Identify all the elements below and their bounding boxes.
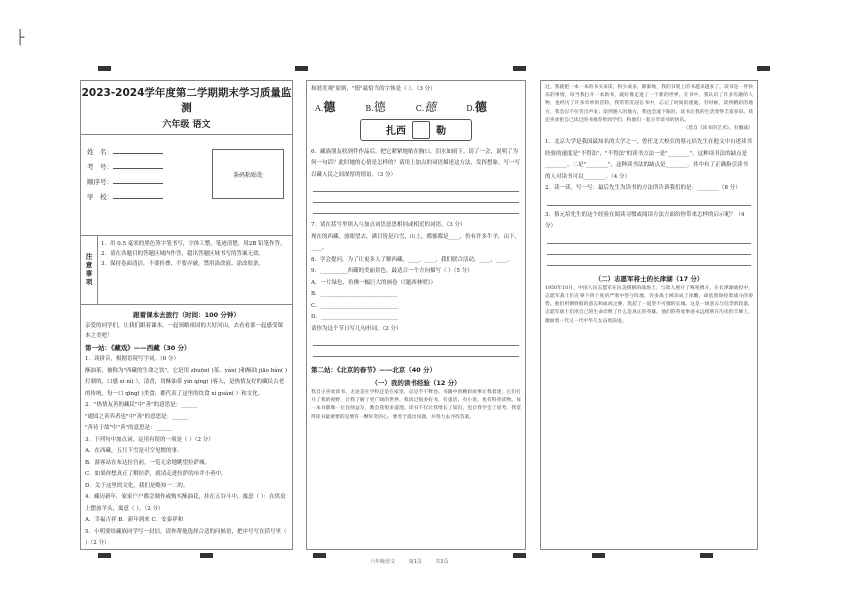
question-line: 3．下列句中加点词，运用有误的一项是（ ）（2 分） [85,436,214,443]
exam-number-field[interactable]: 考 号： [87,160,163,175]
question-line: D．____________________________ [311,314,398,320]
notice-box [81,236,292,305]
registration-mark [98,66,111,71]
question-3: 3．蔡元培先生的这个经验在阅读习惯或阅读方法方面给你带来怎样的启示呢？（4 分） [545,211,745,230]
registration-mark [513,66,526,71]
registration-mark [700,553,713,558]
question-line: 酥油茶，被称为"西藏的生命之饮"，它是用 zhuōn( )茶、yán( )和酥油 jiāo bàn( )打制的，口感 xì nì( ），清香，用酥油茶 yìn qíng( )客人，是热情友好的藏民古老的传统。每一口 qīng( )美食，都代表了这里的饮食 xí guàn( ）和文化。 [85,367,288,397]
school-field[interactable]: 学 校： [87,190,163,205]
reading-2-text: 1950年10月，中国人民志愿军在抗美援朝的战场上，与敌人展开了殊死搏斗。在长津湖战役中，志愿军战士们在零下四十度的严寒中坚守阵地，许多战士被冻成了冰雕，却依然保持着战斗的姿势。他们用钢铁般的意志和血肉之躯，筑起了一道坚不可摧的长城。这是一场意志与信念的较量，志愿军战士们用自己的生命诠释了什么是真正的英雄。他们的英勇事迹永远铭刻在历史的丰碑上，激励着一代又一代中华儿女奋勇前进。 [545,285,753,324]
question-7: 7．请在括号里填入与加点词语意思相同或相近的词语。（3 分） [311,222,466,228]
page-footer: 六年级语文 第1页 共2页 [370,559,449,565]
answer-line[interactable] [547,202,751,206]
question-10: 请你为这个节日写几句串词。（2 分） [311,325,402,332]
question-1: 1．北京大学是我国最知名的大学之一，曾任北大校长的蔡元培先生在他文中自述读书经验的速度是"不得法"，"不得法"的读书方法一是"________"，这种读书法的缺点是________。二是"________"，这种读书法的缺点是________。其中有了正确指引读书的人对读书可以________。（4 分） [545,139,753,180]
info-fields [87,145,163,205]
question-line: C．____________________________ [311,302,398,309]
exam-subtitle: 六年级 语文 [162,120,211,130]
page-column-1 [80,80,293,550]
answer-line[interactable] [313,210,519,214]
question-line: 5．小明要给藏族同学写一封信，请你帮他选择合适的问候语，把序号写在括号里（ ）（2 分） [85,528,287,546]
notice-item: 3．保持卷面清洁，不要折叠，不要弄破，禁用涂改液、涂改胶条。 [101,261,265,267]
notice-item: 1．用 0.5 毫米的黑色签字笔书写，字体工整，笔迹清楚，用2B 铅笔作答。 [101,241,286,247]
reading-1-title: （一）我的读书经验（12 分） [371,379,461,387]
page-column-3 [540,80,758,550]
answer-line[interactable] [313,353,519,357]
question-line: B．____________________________ [311,291,398,297]
barcode-area: 条码粘贴处 [212,149,284,199]
reading-source: （选自《读书的艺术》，有删减） [683,126,753,132]
corner-mark: ├ [16,30,25,46]
registration-mark [295,66,308,71]
question-line: "善待于故"中"善"的意思是：______ [85,425,173,431]
question-line: 2．"热情友善的藏民"中"善"的意思是：______ [85,402,198,408]
registration-mark [200,553,213,558]
question-1: 1．读拼音，根据语境写字词。（6 分） [85,356,179,362]
section-1-title: 第一站：《藏戏》——西藏（30 分） [85,344,191,352]
answer-line[interactable] [547,262,751,266]
reading-2-title: （二）志愿军将士的长津湖（17 分） [594,274,704,283]
question-line: A．幸福吉祥 B．新年到来 C．安泰祥和 [85,517,184,523]
question-line: A．在西藏，五月下雪是可空见惯的事。 [85,448,183,454]
section-2-title: 第二站：《北京的春节》——北京（40 分） [311,366,437,374]
student-info-box [81,134,292,236]
option-d[interactable]: D.德 [466,99,487,114]
option-b[interactable]: B.德 [365,99,386,114]
registration-mark [592,553,605,558]
name-field[interactable]: 姓 名： [87,145,163,160]
reading-continued-text: 过，我就把一本一本的书买来读，积少成多，渐渐地，我的书架上的书越来越多了。读书是一件快乐的事情，每当我打开一本新书，就好像走进了一个新的世界。在书中，我认识了许多有趣的人物，也经历了许多奇妙的冒险。我常常沉浸在书中，忘记了时间的流逝。有时候，读到精彩的地方，我会忍不住笑出声来；读到感人的地方，我也会流下眼泪。读书让我的生活变得丰富多彩。我还喜欢把自己读过的书推荐给同学们，和他们一起分享读书的快乐。 [545,85,753,123]
question-line: C．如果你想真正了解拉萨，就请走进拉萨的市井小巷中。 [85,471,227,477]
question-line: 和谐美观"原则，"德"最恰当的字体是（ ）。（3 分） [311,86,436,92]
answer-box[interactable] [412,121,430,139]
question-line: 8．学会提问，为了让更多人了解西藏，____，____，我们联合活动，____，____。 [311,256,513,263]
registration-mark [98,553,111,558]
intro-text: 亲爱的同学们，让我们跟着课本，一起领略祖国的大好河山，去看看那一起感受课本之美吧！ [85,323,284,339]
page-column-2 [306,80,526,550]
question-2: 2．读一读，写一写：最后先生为读书的方法所告诉我们的是：________（8 分） [545,185,741,192]
option-a[interactable]: A.德 [315,99,336,114]
question-line: A．一片绿色，仿佛一幅巨大的画卷（《题西林壁》） [311,279,436,286]
answer-line[interactable] [547,240,751,244]
answer-line[interactable] [313,199,519,203]
question-line: "通国之善弈者也"中"善"的意思是：______ [85,413,189,420]
notice-label: 注意事项 [81,236,98,304]
registration-mark [313,553,326,558]
option-c[interactable]: C.德 [415,99,437,114]
question-9: 9．__________西藏的美丽景色，最适合一个方向描写（ ）（5 分） [311,268,473,274]
notice-item: 2．请在各题目的答题区域内作答，超出答题区域书写的答案无效。 [101,251,265,257]
question-6: 6．藏族朋友收到件作品后，把它紧紧地贴在胸口，泪水如雨下。请了一会，说明了为何一句话？此时她的心情是怎样的？请用上加点的词语描述这方法，发挥想象，写一写以藏人民之间深厚的情谊。（3 分） [311,148,521,178]
question-line: B．游客站在布达拉宫前，一览无余地眺望拉萨城。 [85,459,211,466]
exam-title: 2023-2024学年度第二学期期末学习质量监测 [81,87,292,114]
intro-title: 跟着课本去旅行（时间：100 分钟） [133,311,240,319]
registration-mark [757,66,770,71]
reading-1-text: 我自小喜欢读书，无论是在学校还是在家里，总是手不释卷。书籍中的精彩故事让我着迷，它们打开了我的视野，让我了解了更广阔的世界。我读过很多好书，有童话，有小说，也有科普读物。每一本书都像一位良师益友，教会我很多道理。读书不仅让我增长了知识，也让我学会了思考。我觉得读书最重要的是要有一颗好奇的心，要善于提出问题，并努力去寻找答案。 [311,390,521,420]
seat-number-field[interactable]: 顺序号： [87,175,163,190]
question-line: 现在的西藏，放眼望去，满目皆是白雪，山上，都郁都是____，仍有许多牛羊，山下，____。 [311,233,521,251]
fill-blank-box: 扎西 勒 [360,119,472,141]
answer-line[interactable] [313,342,519,346]
font-options [307,98,525,115]
registration-mark [513,553,526,558]
answer-line[interactable] [547,251,751,255]
question-line: D．关于这里的文化，我们是略知一二的。 [85,482,189,489]
answer-line[interactable] [313,188,519,192]
question-line: 4．藏历新年，家家户户都会制作或购买酥油花，挂在五谷斗中，寓意（ ）：在供桌上摆放羊头，寓意（ ）。（2 分） [85,494,286,512]
